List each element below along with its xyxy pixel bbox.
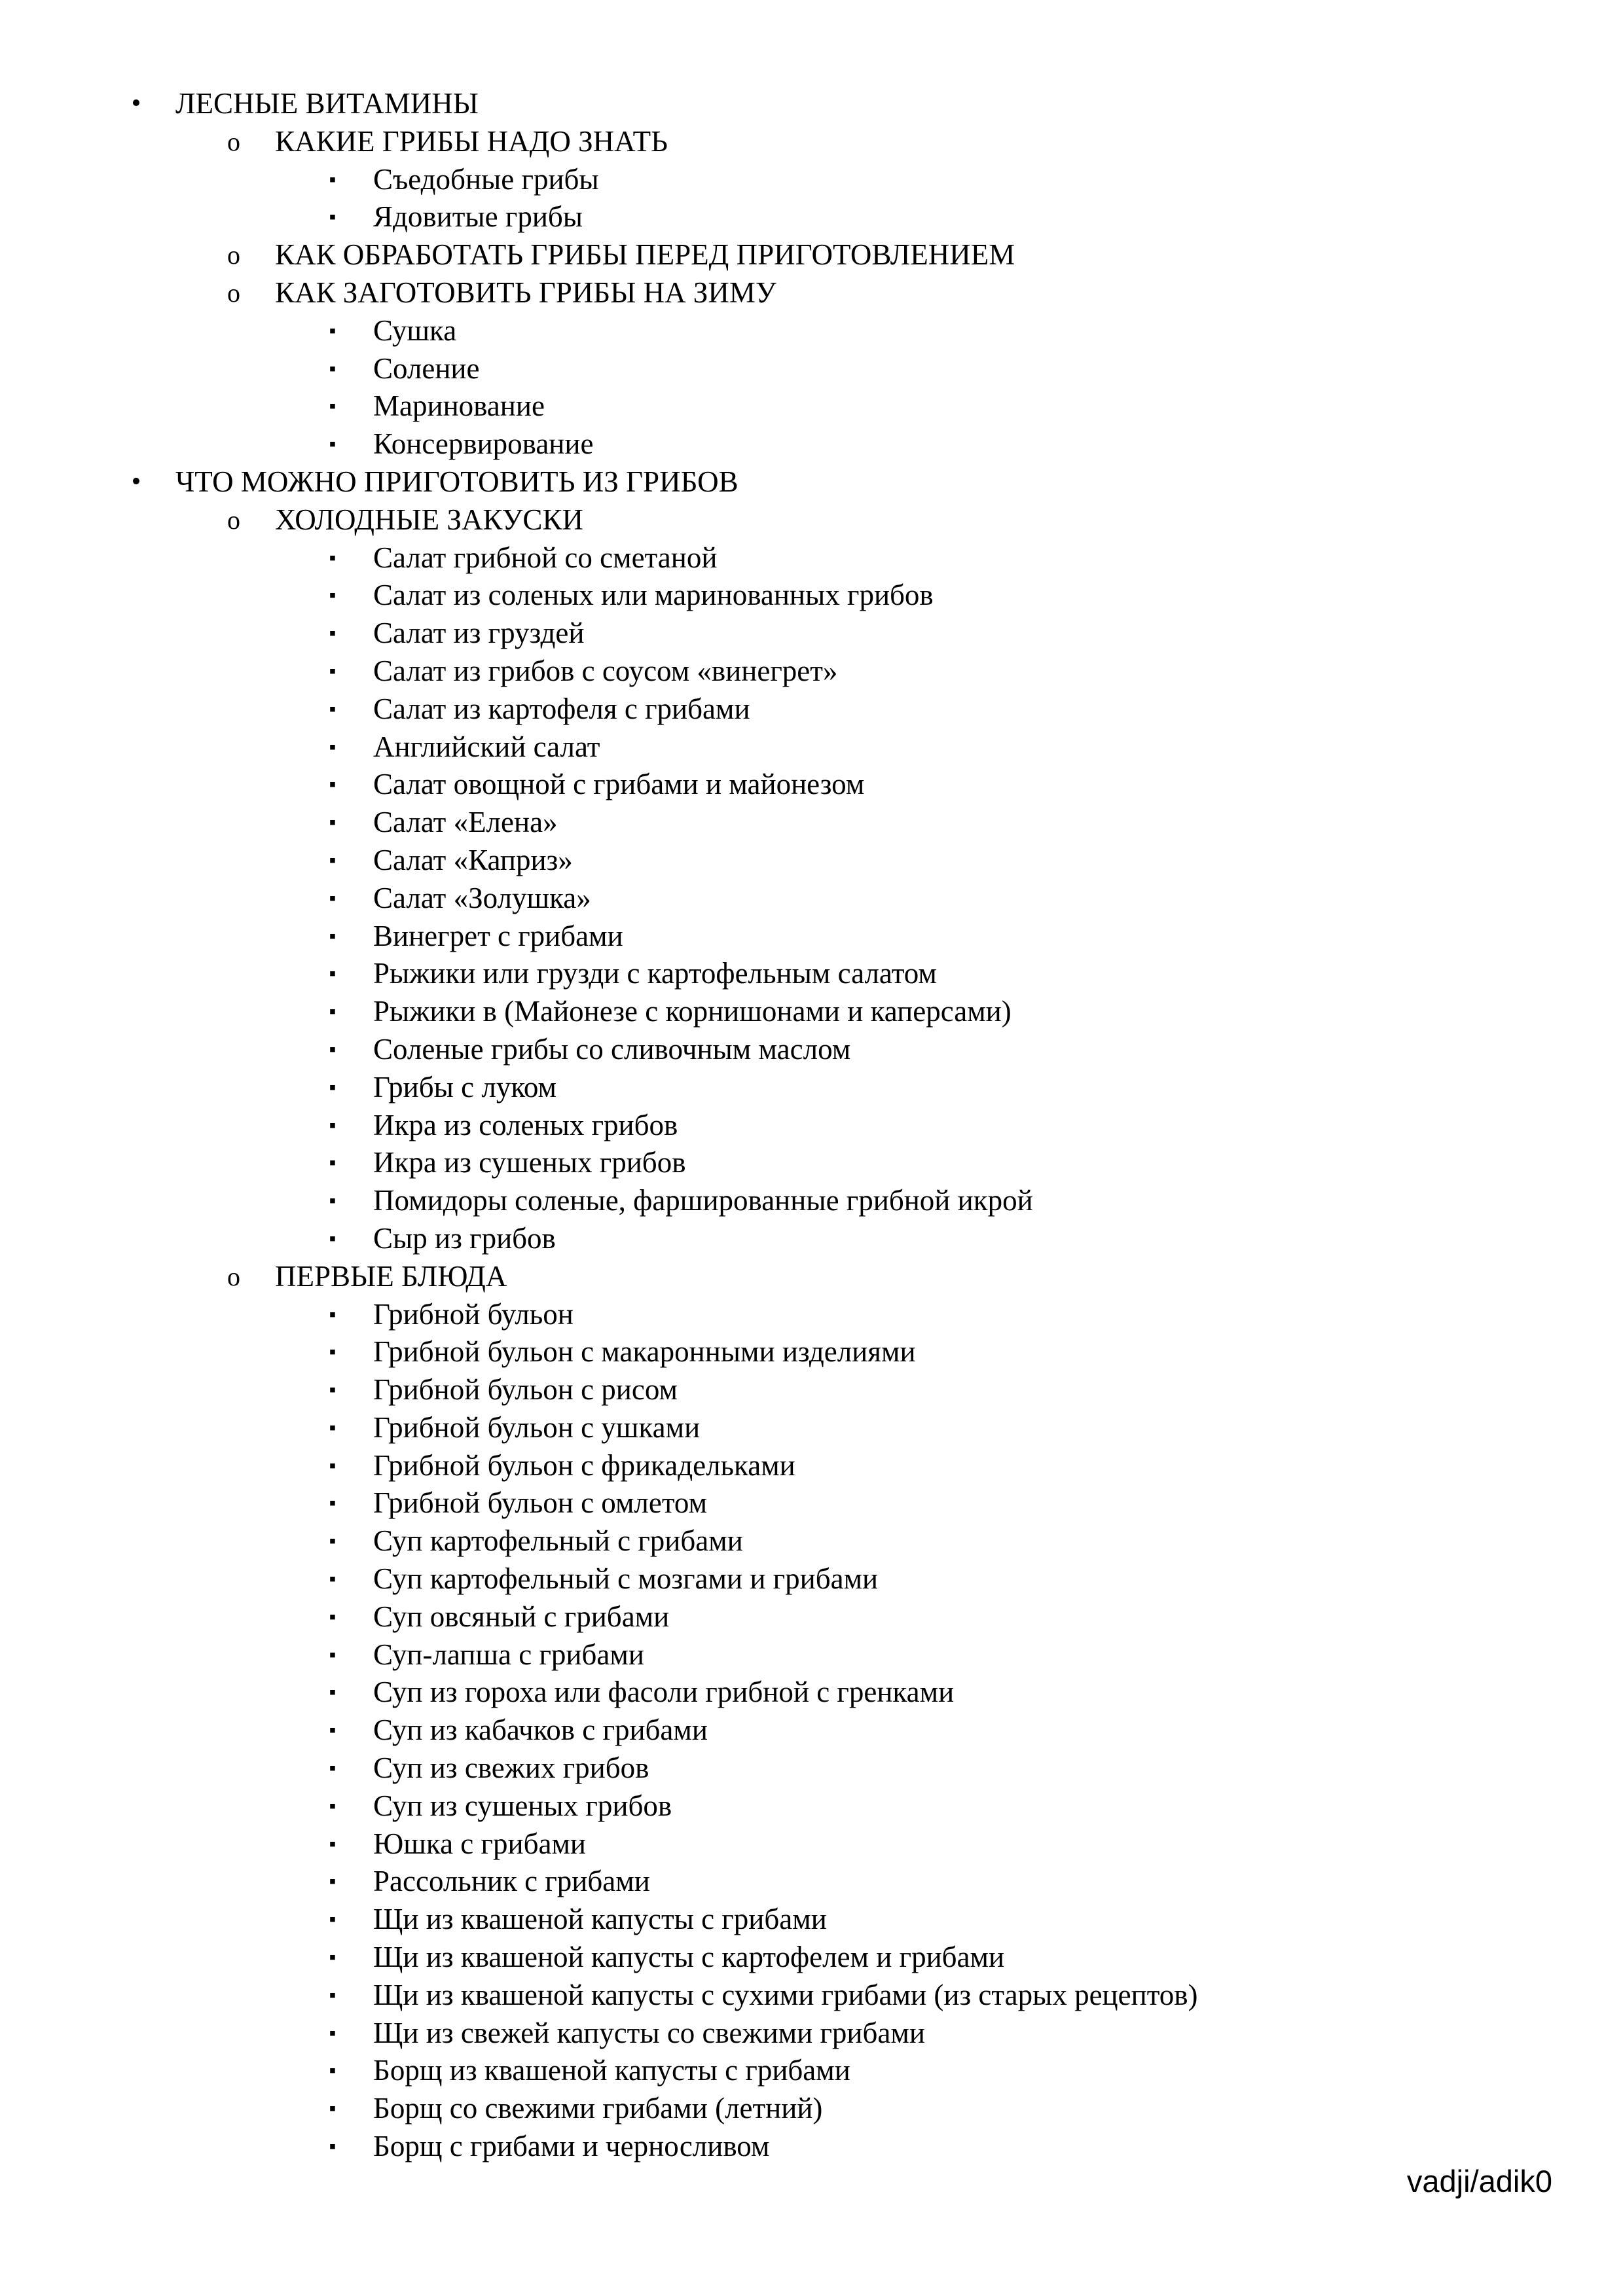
level3-bullet-icon: ▪ [329,1643,337,1666]
outline-item-level3-1-0-15 [0,1107,1623,1145]
outline-item-level3-1-0-6 [0,766,1623,804]
outline-item-text: Юшка с грибами [373,1827,586,1860]
outline-item-level3-1-1-20 [0,2052,1623,2090]
level3-bullet-icon: ▪ [329,1946,337,1969]
outline-item-text: Борщ со свежими грибами (летний) [373,2092,823,2125]
outline-item-text: ПЕРВЫЕ БЛЮДА [275,1259,507,1293]
level3-bullet-icon: ▪ [329,2098,337,2120]
outline-item-level3-0-0-1 [0,198,1623,236]
level3-bullet-icon: ▪ [329,1681,337,1704]
outline-item-level3-1-1-15 [0,1863,1623,1901]
outline-item-text: Рыжики или грузди с картофельным салатом [373,957,937,990]
outline-item-level2-0-1 [0,236,1623,274]
outline-item-text: Салат овощной с грибами и майонезом [373,768,865,801]
level3-bullet-icon: ▪ [329,963,337,985]
outline-item-text: Салат из картофеля с грибами [373,692,750,725]
outline-item-level3-1-1-10 [0,1674,1623,1712]
outline-item-text: Маринование [373,389,545,423]
level3-bullet-icon: ▪ [329,1605,337,1628]
level2-bullet-icon: o [227,278,240,308]
outline-item-level3-1-1-5 [0,1484,1623,1522]
outline-item-text: Грибной бульон с ушками [373,1410,701,1444]
level3-bullet-icon: ▪ [329,168,337,190]
outline-item-text: Салат грибной со сметаной [373,541,718,574]
outline-item-text: Салат из соленых или маринованных грибов [373,579,934,612]
level3-bullet-icon: ▪ [329,1379,337,1401]
outline-item-level3-1-1-17 [0,1939,1623,1977]
level3-bullet-icon: ▪ [329,925,337,947]
level3-bullet-icon: ▪ [329,2022,337,2044]
outline-item-text: Салат из груздей [373,617,585,650]
outline-item-text: Суп картофельный с мозгами и грибами [373,1562,879,1596]
level3-bullet-icon: ▪ [329,1454,337,1477]
level3-bullet-icon: ▪ [329,1568,337,1590]
outline-item-text: Щи из квашеной капусты с сухими грибами (из старых рецептов) [373,1978,1198,2011]
outline-item-level3-1-1-1 [0,1333,1623,1371]
outline-item-text: Щи из квашеной капусты с грибами [373,1903,827,1936]
outline-item-text: КАКИЕ ГРИБЫ НАДО ЗНАТЬ [275,124,668,158]
document-outline [0,85,1623,2166]
level1-bullet-icon: • [131,88,141,118]
outline-item-text: Соление [373,351,480,385]
outline-item-level3-0-2-3 [0,425,1623,463]
outline-item-level3-1-0-11 [0,955,1623,993]
outline-item-text: Салат из грибов с соусом «винегрет» [373,654,838,687]
level3-bullet-icon: ▪ [329,1909,337,1931]
outline-item-text: Английский салат [373,730,600,763]
outline-item-level3-1-0-8 [0,842,1623,880]
outline-item-level3-1-1-16 [0,1901,1623,1939]
level2-bullet-icon: o [227,240,240,270]
outline-item-level3-1-1-4 [0,1447,1623,1485]
outline-item-level1-0 [0,85,1623,123]
outline-item-level3-0-2-0 [0,312,1623,350]
level3-bullet-icon: ▪ [329,584,337,607]
outline-item-text: Съедобные грибы [373,162,599,196]
level3-bullet-icon: ▪ [329,2060,337,2082]
level2-bullet-icon: o [227,1261,240,1291]
outline-item-level3-1-0-5 [0,728,1623,766]
outline-item-text: Суп из свежих грибов [373,1751,649,1785]
author-signature: vadji/adik0 [1406,2164,1552,2198]
outline-item-text: Салат «Каприз» [373,843,573,876]
outline-item-text: Грибной бульон с фрикадельками [373,1448,795,1482]
level2-bullet-icon: o [227,126,240,156]
outline-item-text: Щи из свежей капусты со свежими грибами [373,2016,925,2049]
level3-bullet-icon: ▪ [329,357,337,380]
outline-item-text: Суп из кабачков с грибами [373,1713,708,1747]
outline-item-level3-0-2-2 [0,387,1623,425]
outline-item-text: ЛЕСНЫЕ ВИТАМИНЫ [175,87,479,120]
outline-item-level3-1-0-2 [0,615,1623,653]
outline-item-text: Икра из соленых грибов [373,1108,678,1141]
outline-item-level3-1-0-17 [0,1182,1623,1220]
level3-bullet-icon: ▪ [329,1303,337,1325]
level3-bullet-icon: ▪ [329,206,337,228]
level3-bullet-icon: ▪ [329,1833,337,1855]
outline-item-level2-1-1 [0,1258,1623,1296]
level3-bullet-icon: ▪ [329,1076,337,1098]
outline-item-text: Щи из квашеной капусты с картофелем и грибами [373,1941,1005,1974]
outline-item-text: КАК ОБРАБОТАТЬ ГРИБЫ ПЕРЕД ПРИГОТОВЛЕНИЕМ [275,238,1015,272]
level3-bullet-icon: ▪ [329,849,337,871]
level3-bullet-icon: ▪ [329,622,337,645]
outline-item-text: Ядовитые грибы [373,200,583,234]
level3-bullet-icon: ▪ [329,1227,337,1249]
outline-item-level3-1-1-22 [0,2128,1623,2166]
outline-item-text: Салат «Елена» [373,806,558,839]
outline-item-level3-1-1-6 [0,1522,1623,1560]
outline-item-text: Суп из сушеных грибов [373,1789,672,1822]
level3-bullet-icon: ▪ [329,1416,337,1439]
outline-item-text: Консервирование [373,427,594,461]
outline-item-text: Соленые грибы со сливочным маслом [373,1032,851,1066]
outline-item-level3-1-0-18 [0,1220,1623,1258]
outline-item-text: ЧТО МОЖНО ПРИГОТОВИТЬ ИЗ ГРИБОВ [175,465,739,498]
outline-item-level3-1-0-4 [0,691,1623,728]
outline-item-level3-1-1-21 [0,2090,1623,2128]
level3-bullet-icon: ▪ [329,1152,337,1174]
outline-item-text: Грибной бульон [373,1297,574,1331]
level2-bullet-icon: o [227,505,240,535]
level3-bullet-icon: ▪ [329,319,337,342]
outline-item-level2-0-0 [0,123,1623,161]
level3-bullet-icon: ▪ [329,812,337,834]
outline-item-text: Грибы с луком [373,1070,557,1103]
outline-item-level3-1-1-13 [0,1787,1623,1825]
outline-item-text: Рассольник с грибами [373,1865,650,1898]
outline-item-text: Сыр из грибов [373,1221,556,1255]
outline-item-text: Суп картофельный с грибами [373,1524,743,1558]
level3-bullet-icon: ▪ [329,774,337,796]
outline-item-level3-1-1-9 [0,1636,1623,1674]
outline-item-level3-1-0-10 [0,918,1623,956]
level3-bullet-icon: ▪ [329,2136,337,2158]
level3-bullet-icon: ▪ [329,660,337,682]
outline-item-level3-1-1-3 [0,1409,1623,1447]
outline-item-text: Сушка [373,314,457,347]
level3-bullet-icon: ▪ [329,1719,337,1742]
outline-item-text: Грибной бульон с омлетом [373,1486,708,1520]
outline-item-text: Суп овсяный с грибами [373,1600,670,1633]
level3-bullet-icon: ▪ [329,1984,337,2006]
level3-bullet-icon: ▪ [329,395,337,418]
outline-item-level3-1-1-7 [0,1560,1623,1598]
outline-item-text: Рыжики в (Майонезе с корнишонами и каперсами) [373,995,1012,1028]
outline-item-level3-1-1-18 [0,1977,1623,2015]
level3-bullet-icon: ▪ [329,1795,337,1817]
outline-item-level3-1-1-12 [0,1749,1623,1787]
outline-item-level3-0-2-1 [0,350,1623,388]
level3-bullet-icon: ▪ [329,1114,337,1136]
outline-item-level3-1-0-0 [0,539,1623,577]
outline-item-level3-1-0-16 [0,1144,1623,1182]
level3-bullet-icon: ▪ [329,1530,337,1552]
outline-item-text: Винегрет с грибами [373,919,623,952]
outline-item-level3-1-1-0 [0,1296,1623,1334]
level1-bullet-icon: • [131,466,141,497]
outline-item-level3-1-0-7 [0,804,1623,842]
level3-bullet-icon: ▪ [329,1871,337,1893]
outline-item-text: Помидоры соленые, фаршированные грибной икрой [373,1184,1033,1217]
outline-item-level3-1-0-9 [0,880,1623,918]
outline-item-level1-1 [0,463,1623,501]
outline-item-level3-1-1-14 [0,1825,1623,1863]
outline-item-text: Икра из сушеных грибов [373,1146,686,1179]
outline-item-level3-1-0-1 [0,577,1623,615]
outline-item-level3-1-0-3 [0,653,1623,691]
outline-item-text: Суп из гороха или фасоли грибной с гренками [373,1676,955,1709]
level3-bullet-icon: ▪ [329,1190,337,1212]
outline-item-level3-1-1-11 [0,1712,1623,1749]
outline-item-level3-1-0-12 [0,993,1623,1031]
outline-item-level2-0-2 [0,274,1623,312]
level3-bullet-icon: ▪ [329,547,337,569]
outline-item-text: КАК ЗАГОТОВИТЬ ГРИБЫ НА ЗИМУ [275,276,776,309]
level3-bullet-icon: ▪ [329,1038,337,1060]
level3-bullet-icon: ▪ [329,887,337,909]
outline-item-level3-1-1-8 [0,1598,1623,1636]
outline-item-text: ХОЛОДНЫЕ ЗАКУСКИ [275,503,583,536]
outline-item-level3-1-1-2 [0,1371,1623,1409]
outline-item-text: Салат «Золушка» [373,881,591,914]
outline-item-text: Грибной бульон с макаронными изделиями [373,1335,916,1369]
outline-item-text: Борщ из квашеной капусты с грибами [373,2054,850,2087]
outline-item-level3-0-0-0 [0,161,1623,199]
level3-bullet-icon: ▪ [329,1492,337,1515]
outline-item-text: Грибной бульон с рисом [373,1373,678,1407]
level3-bullet-icon: ▪ [329,1341,337,1363]
outline-item-level2-1-0 [0,501,1623,539]
outline-item-text: Борщ с грибами и черносливом [373,2130,770,2163]
level3-bullet-icon: ▪ [329,1001,337,1023]
level3-bullet-icon: ▪ [329,736,337,758]
outline-item-level3-1-1-19 [0,2015,1623,2053]
outline-item-text: Суп-лапша с грибами [373,1638,644,1671]
level3-bullet-icon: ▪ [329,433,337,456]
outline-item-level3-1-0-14 [0,1069,1623,1107]
level3-bullet-icon: ▪ [329,698,337,720]
level3-bullet-icon: ▪ [329,1757,337,1780]
outline-item-level3-1-0-13 [0,1031,1623,1069]
